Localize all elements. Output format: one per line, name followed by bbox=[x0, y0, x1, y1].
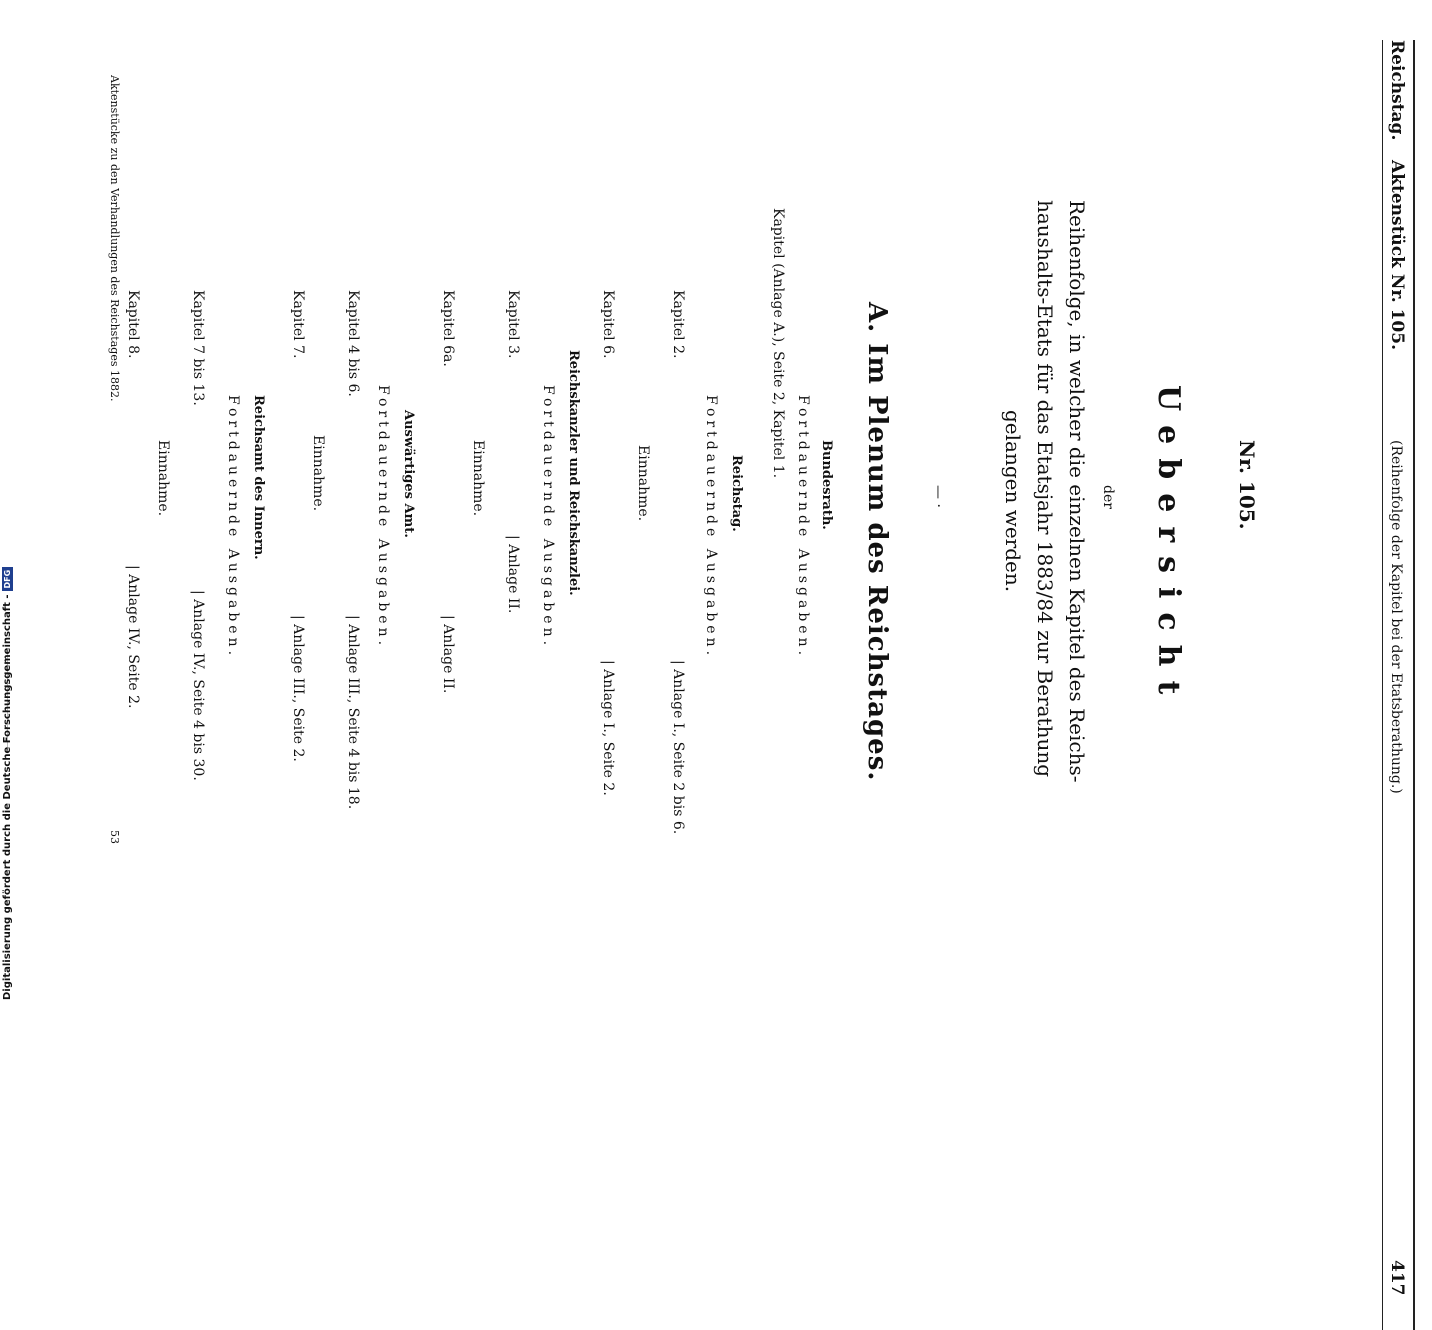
header-top-rule bbox=[1413, 40, 1415, 1330]
entry-centered: Einnahme. bbox=[470, 440, 486, 517]
intro-line-3: gelangen werden. bbox=[1001, 410, 1025, 593]
entry-line-right: | Anlage II. bbox=[505, 535, 521, 614]
dfg-logo: DFG bbox=[2, 567, 13, 592]
entry-line-left: Kapitel 6a. bbox=[440, 290, 456, 367]
entry-centered: Einnahme. bbox=[635, 445, 651, 522]
page-number: 417 bbox=[1387, 1260, 1407, 1296]
footer-left: Aktenstücke zu den Verhandlungen des Reichstages 1882. bbox=[108, 75, 121, 402]
entry-line-right: | Anlage IV., Seite 2. bbox=[125, 565, 141, 709]
entry-subheading: Fortdauernde Ausgaben. bbox=[225, 395, 241, 660]
entry-line-left: Kapitel 6. bbox=[600, 290, 616, 359]
entry-line-right: | Anlage I., Seite 2 bis 6. bbox=[670, 660, 686, 835]
entry-line-right: | Anlage IV., Seite 4 bis 30. bbox=[190, 590, 206, 781]
entry-line-left: Kapitel 4 bis 6. bbox=[345, 290, 361, 397]
entry-line-left: Kapitel 7. bbox=[290, 290, 306, 359]
entry-subheading: Fortdauernde Ausgaben. bbox=[795, 395, 811, 660]
sidebar-credit bbox=[2, 567, 13, 1000]
entry-centered: Einnahme. bbox=[155, 440, 171, 517]
entry-heading: Reichsamt des Innern. bbox=[251, 395, 266, 560]
entry-heading: Auswärtiges Amt. bbox=[401, 410, 416, 538]
entry-line-left: Kapitel (Anlage A.), Seite 2, Kapitel 1. bbox=[770, 208, 786, 479]
rotated-page bbox=[105, 40, 1415, 1296]
entry-line-left: Kapitel 2. bbox=[670, 290, 686, 359]
entry-heading: Bundesrath. bbox=[819, 440, 834, 530]
entry-line-right: | Anlage III., Seite 2. bbox=[290, 615, 306, 762]
entry-line-left: Kapitel 8. bbox=[125, 290, 141, 359]
entry-line-right: | Anlage I., Seite 2. bbox=[600, 660, 616, 796]
entry-line-left: Kapitel 7 bis 13. bbox=[190, 290, 206, 406]
entry-heading: Reichskanzler und Reichskanzlei. bbox=[566, 350, 581, 596]
entry-line-right: | Anlage III., Seite 4 bis 18. bbox=[345, 615, 361, 810]
header-middle: Aktenstück Nr. 105. bbox=[1387, 160, 1407, 351]
entry-subheading: Fortdauernde Ausgaben. bbox=[375, 385, 391, 650]
intro-line-2: haushalts-Etats für das Etatsjahr 1883/84 zur Berathung bbox=[1033, 200, 1057, 778]
entry-heading: Reichstag. bbox=[729, 455, 744, 532]
header-note: (Reihenfolge der Kapitel bei der Etatsberathung.) bbox=[1388, 440, 1404, 794]
sidebar-credit-text: Digitalisierung gefördert durch die Deutsche Forschungsgemeinschaft - bbox=[2, 594, 13, 1000]
header-left: Reichstag. bbox=[1387, 40, 1407, 141]
intro-line-1: Reihenfolge, in welcher die einzelnen Kapitel des Reichs- bbox=[1065, 200, 1089, 783]
footer-right: 53 bbox=[108, 830, 121, 844]
entry-centered: Einnahme. bbox=[310, 435, 326, 512]
document-number: Nr. 105. bbox=[1235, 440, 1259, 530]
header-bottom-rule bbox=[1382, 40, 1383, 1330]
section-heading: A. Im Plenum des Reichstages. bbox=[862, 302, 892, 782]
document-der: der bbox=[1100, 485, 1116, 509]
document-title: Uebersicht bbox=[1151, 385, 1186, 709]
entry-subheading: Fortdauernde Ausgaben. bbox=[540, 385, 556, 650]
entry-line-right: | Anlage II. bbox=[440, 615, 456, 694]
entry-line-left: Kapitel 3. bbox=[505, 290, 521, 359]
entry-subheading: Fortdauernde Ausgaben. bbox=[703, 395, 719, 660]
separator-mark: — · bbox=[930, 485, 946, 508]
